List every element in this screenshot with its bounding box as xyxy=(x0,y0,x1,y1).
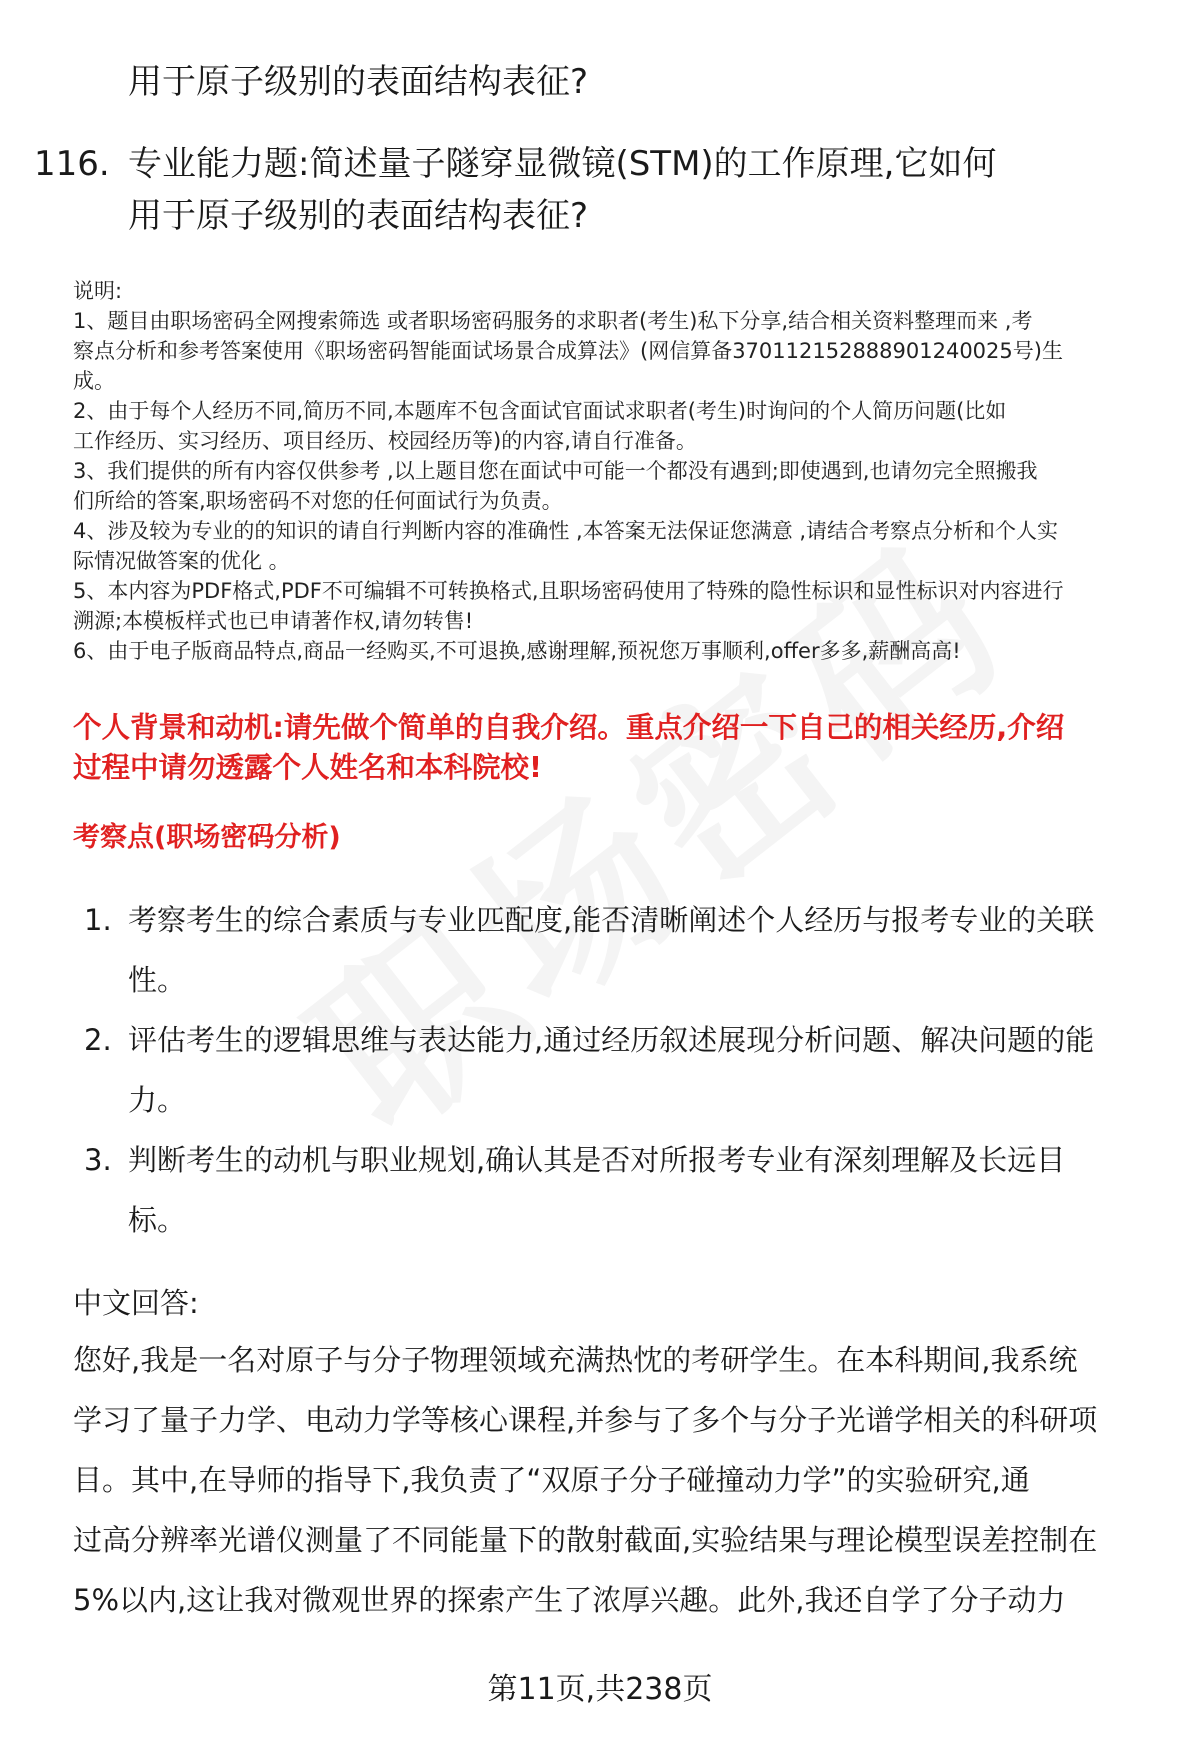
answer-line: 过高分辨率光谱仪测量了不同能量下的散射截面,实验结果与理论模型误差控制在 xyxy=(73,1523,1098,1557)
answer-line: 目。其中,在导师的指导下,我负责了“双原子分子碰撞动力学”的实验研究,通 xyxy=(73,1463,1030,1497)
list-item xyxy=(84,1130,1174,1250)
question-line: 专业能力题:简述量子隧穿显微镜(STM)的工作原理,它如何 xyxy=(128,144,997,184)
list-number: 1. xyxy=(84,903,112,937)
notes-line: 5、本内容为PDF格式,PDF不可编辑不可转换格式,且职场密码使用了特殊的隐性标识和显性标识对内容进行 xyxy=(73,579,1064,603)
list-text: 性。 xyxy=(128,963,187,997)
question-continuation: 用于原子级别的表面结构表征? xyxy=(128,62,589,102)
notes-line: 2、由于每个人经历不同,简历不同,本题库不包含面试官面试求职者(考生)时询问的个人简历问题(比如 xyxy=(73,399,1007,423)
answer-line: 您好,我是一名对原子与分子物理领域充满热忱的考研学生。在本科期间,我系统 xyxy=(73,1343,1078,1377)
notes-line: 溯源;本模板样式也已申请著作权,请勿转售! xyxy=(73,609,474,633)
list-number: 2. xyxy=(84,1023,112,1057)
notes-line: 际情况做答案的优化 。 xyxy=(73,549,290,573)
section-subtitle: 考察点(职场密码分析) xyxy=(73,822,341,853)
notes-title: 说明: xyxy=(73,279,123,303)
notes-line: 察点分析和参考答案使用《职场密码智能面试场景合成算法》(网信算备370112152888901240025号)生 xyxy=(73,339,1063,363)
section-title-line: 个人背景和动机:请先做个简单的自我介绍。重点介绍一下自己的相关经历,介绍 xyxy=(73,711,1065,744)
notes-line: 成。 xyxy=(73,369,115,393)
list-text: 考察考生的综合素质与专业匹配度,能否清晰阐述个人经历与报考专业的关联 xyxy=(128,903,1095,937)
question-text xyxy=(128,138,1158,242)
assessment-points xyxy=(84,890,1174,1250)
list-item xyxy=(84,1010,1174,1130)
notes-line: 们所给的答案,职场密码不对您的任何面试行为负责。 xyxy=(73,489,563,513)
section-title xyxy=(73,708,1163,788)
list-text: 评估考生的逻辑思维与表达能力,通过经历叙述展现分析问题、解决问题的能 xyxy=(128,1023,1095,1057)
list-text: 判断考生的动机与职业规划,确认其是否对所报考专业有深刻理解及长远目 xyxy=(128,1143,1066,1177)
question-number: 116. xyxy=(34,144,110,184)
list-item xyxy=(84,890,1174,1010)
section-title-line: 过程中请勿透露个人姓名和本科院校! xyxy=(73,751,542,784)
answer-label: 中文回答: xyxy=(73,1286,199,1320)
notes-line: 工作经历、实习经历、项目经历、校园经历等)的内容,请自行准备。 xyxy=(73,429,697,453)
list-number: 3. xyxy=(84,1143,112,1177)
notes-block xyxy=(73,276,1163,666)
answer-line: 5%以内,这让我对微观世界的探索产生了浓厚兴趣。此外,我还自学了分子动力 xyxy=(73,1583,1066,1617)
answer-line: 学习了量子力学、电动力学等核心课程,并参与了多个与分子光谱学相关的科研项 xyxy=(73,1403,1098,1437)
notes-line: 1、题目由职场密码全网搜索筛选 或者职场密码服务的求职者(考生)私下分享,结合相关资料整理而来 ,考 xyxy=(73,309,1033,333)
answer-text xyxy=(73,1330,1163,1630)
notes-line: 3、我们提供的所有内容仅供参考 ,以上题目您在面试中可能一个都没有遇到;即使遇到,也请勿完全照搬我 xyxy=(73,459,1038,483)
list-text: 力。 xyxy=(128,1083,187,1117)
page-footer: 第11页,共238页 xyxy=(487,1672,713,1707)
notes-line: 4、涉及较为专业的的知识的请自行判断内容的准确性 ,本答案无法保证您满意 ,请结合考察点分析和个人实 xyxy=(73,519,1059,543)
notes-line: 6、由于电子版商品特点,商品一经购买,不可退换,感谢理解,预祝您万事顺利,offer多多,薪酬高高! xyxy=(73,639,961,663)
list-text: 标。 xyxy=(128,1203,187,1237)
question-line: 用于原子级别的表面结构表征? xyxy=(128,196,589,236)
